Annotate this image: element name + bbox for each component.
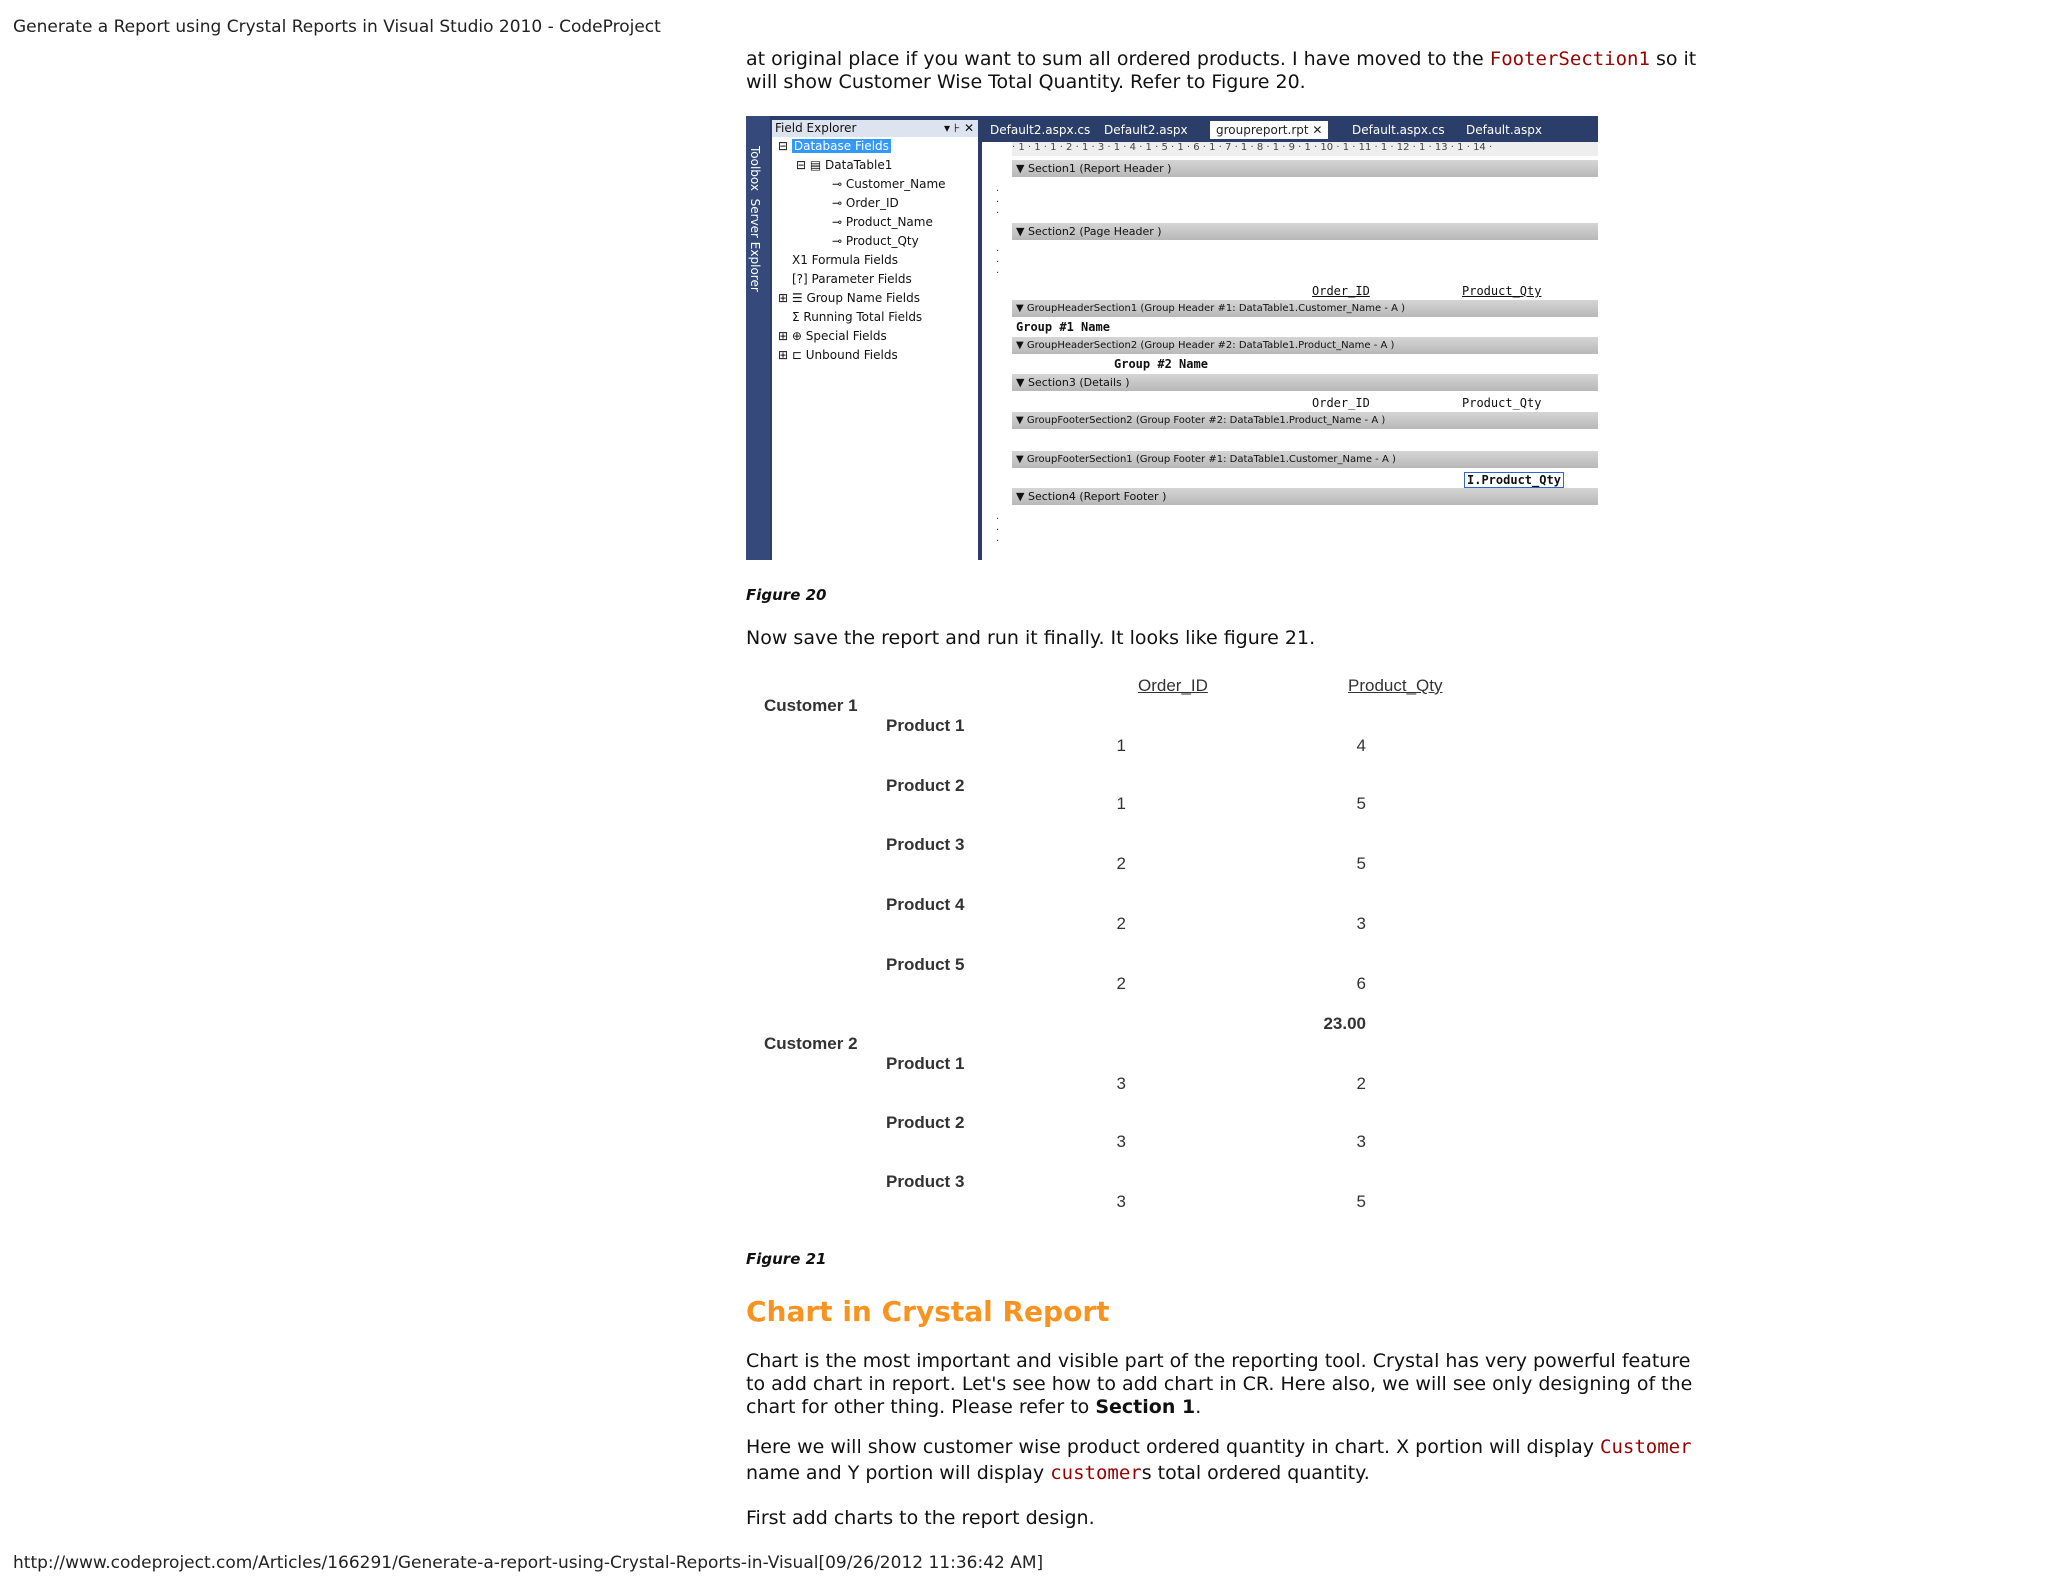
header-product-qty-field[interactable]: Product_Qty xyxy=(1462,284,1542,298)
product-qty-value: 5 xyxy=(1356,854,1366,873)
field-tree: ⊟ Database Fields ⊟ ▤ DataTable1 ⊸ Customer_Name ⊸ Order_ID ⊸ Product_Name ⊸ Product_Qty X1 Formula Fields [?] Parameter Fields ⊞ ☰ Group Name Fields Σ Running Total Fields ⊞ ⊕ Special Fields ⊞ ⊏ Unbound Fields xyxy=(778,139,946,362)
product-label: Product 1 xyxy=(886,716,965,735)
order-id-value: 1 xyxy=(1116,736,1126,755)
product-qty-value: 5 xyxy=(1356,794,1366,813)
band-report-footer[interactable]: ▼ Section4 (Report Footer ) xyxy=(1012,488,1598,505)
band-group-footer-1[interactable]: ▼ GroupFooterSection1 (Group Footer #1: DataTable1.Customer_Name - A ) xyxy=(1012,451,1598,468)
figure-21-caption: Figure 21 xyxy=(746,1250,827,1268)
order-id-value: 3 xyxy=(1116,1132,1126,1151)
code-footersection: FooterSection1 xyxy=(1489,48,1650,70)
field-node[interactable]: Product_Qty xyxy=(845,234,919,248)
band-page-header[interactable]: ▼ Section2 (Page Header ) xyxy=(1012,223,1598,240)
group-node[interactable]: Parameter Fields xyxy=(811,272,912,286)
group-node[interactable]: Group Name Fields xyxy=(806,291,920,305)
column-header-product-qty: Product_Qty xyxy=(1348,676,1443,695)
figure-20-caption: Figure 20 xyxy=(746,586,827,604)
product-qty-value: 6 xyxy=(1356,974,1366,993)
product-label: Product 5 xyxy=(886,955,965,974)
field-explorer-panel xyxy=(772,120,978,560)
sum-product-qty-field[interactable]: I.Product_Qty xyxy=(1464,472,1564,488)
band-group-header-2[interactable]: ▼ GroupHeaderSection2 (Group Header #2: DataTable1.Product_Name - A ) xyxy=(1012,337,1598,354)
datatable-node[interactable]: DataTable1 xyxy=(825,158,893,172)
product-qty-value: 3 xyxy=(1356,1132,1366,1151)
product-label: Product 2 xyxy=(886,776,965,795)
page-footer-url: http://www.codeproject.com/Articles/166291/Generate-a-report-using-Crystal-Reports-in-Visual[09/26/2012 11:36:42 AM] xyxy=(13,1553,1044,1573)
order-id-value: 3 xyxy=(1116,1074,1126,1093)
product-qty-value: 4 xyxy=(1356,736,1366,755)
server-explorer-tab[interactable]: Server Explorer xyxy=(748,198,762,292)
panel-controls[interactable]: ▾ ⊦ ✕ xyxy=(944,121,974,135)
group-node[interactable]: Special Fields xyxy=(805,329,887,343)
group-node[interactable]: Unbound Fields xyxy=(805,348,898,362)
order-id-value: 2 xyxy=(1116,914,1126,933)
product-label: Product 4 xyxy=(886,895,965,914)
tab-default2-cs[interactable]: Default2.aspx.cs xyxy=(990,123,1091,137)
paragraph-run-report: Now save the report and run it finally. It looks like figure 21. xyxy=(746,627,1316,649)
group-node[interactable]: Running Total Fields xyxy=(803,310,923,324)
product-qty-value: 2 xyxy=(1356,1074,1366,1093)
detail-product-qty-field[interactable]: Product_Qty xyxy=(1462,396,1542,410)
tab-default-aspx[interactable]: Default.aspx xyxy=(1466,123,1542,137)
intro-paragraph: at original place if you want to sum all ordered products. I have moved to the FooterSection1 so it will show Customer Wise Total Quantity. Refer to Figure 20. xyxy=(746,48,1697,93)
tab-groupreport[interactable]: groupreport.rpt ✕ xyxy=(1210,121,1328,139)
document-tabs xyxy=(982,120,1598,142)
side-tool-strip xyxy=(746,116,770,560)
paragraph-chart-intro: Chart is the most important and visible part of the reporting tool. Crystal has very powerful feature to add chart in report. Let's see how to add chart in CR. Here also, we will see only designing of the chart for other thing. Please refer to Section 1. xyxy=(746,1350,1693,1418)
customer-total-qty: 23.00 xyxy=(1323,1014,1366,1033)
paragraph-add-charts: First add charts to the report design. xyxy=(746,1507,1095,1529)
customer-group-label: Customer 2 xyxy=(764,1034,858,1053)
paragraph-chart-axes: Here we will show customer wise product ordered quantity in chart. X portion will display Customer name and Y portion will display customers total ordered quantity. xyxy=(746,1436,1692,1484)
section-1-ref: Section 1 xyxy=(1095,1396,1196,1418)
column-header-order-id: Order_ID xyxy=(1138,676,1208,695)
product-qty-value: 3 xyxy=(1356,914,1366,933)
product-label: Product 2 xyxy=(886,1113,965,1132)
product-label: Product 1 xyxy=(886,1054,965,1073)
tab-default-cs[interactable]: Default.aspx.cs xyxy=(1352,123,1445,137)
code-customer: Customer xyxy=(1600,1436,1692,1458)
field-node[interactable]: Customer_Name xyxy=(845,177,946,191)
order-id-value: 2 xyxy=(1116,854,1126,873)
band-group-header-1[interactable]: ▼ GroupHeaderSection1 (Group Header #1: DataTable1.Customer_Name - A ) xyxy=(1012,300,1598,317)
band-group-footer-2[interactable]: ▼ GroupFooterSection2 (Group Footer #2: DataTable1.Product_Name - A ) xyxy=(1012,412,1598,429)
group-node[interactable]: Formula Fields xyxy=(811,253,898,267)
tab-default2-aspx[interactable]: Default2.aspx xyxy=(1104,123,1188,137)
report-designer: · 1 · 1 · 1 · 2 · 1 · 3 · 1 · 4 · 1 · 5 · 1 · 6 · 1 · 7 · 1 · 8 · 1 · 9 · 1 · 10 · 1 · 11 · 1 · 12 · 1 · 13 · 1 · 14 · ▼ Section1 (Report Header ) · · · ▼ Section2 (Page Header ) · · · Order_ID Product_Qty ▼ GroupHeaderSection1 (Group Header #1: DataTable1.Customer_Name - A ) Group #1 Name ▼ GroupHeaderSection2 (Group Header #2: DataTable1.Product_Name - A ) Group #2 Name ▼ Section3 (Details ) Order_ID Product_Qty ▼ GroupFooterSection2 (Group Footer #2: DataTable1.Product_Name - A ) ▼ GroupFooterSection1 (Group Footer #1: DataTable1.Customer_Name - A ) I.Product_Qty ▼ Section4 (Report Footer ) · · · xyxy=(982,142,1598,560)
code-customer-lower: customer xyxy=(1050,1462,1142,1484)
field-explorer-title: Field Explorer xyxy=(775,121,857,135)
header-order-id-field[interactable]: Order_ID xyxy=(1312,284,1370,298)
ruler: · 1 · 1 · 1 · 2 · 1 · 3 · 1 · 4 · 1 · 5 · 1 · 6 · 1 · 7 · 1 · 8 · 1 · 9 · 1 · 10 · 1 · 11 · 1 · 12 · 1 · 13 · 1 · 14 · xyxy=(1012,142,1598,156)
figure-21-report-output xyxy=(746,660,1466,1230)
section-heading-chart: Chart in Crystal Report xyxy=(746,1295,1110,1328)
group2-name-field[interactable]: Group #2 Name xyxy=(1114,357,1208,371)
order-id-value: 2 xyxy=(1116,974,1126,993)
database-fields-node[interactable]: Database Fields xyxy=(793,139,889,153)
product-label: Product 3 xyxy=(886,1172,965,1191)
order-id-value: 1 xyxy=(1116,794,1126,813)
order-id-value: 3 xyxy=(1116,1192,1126,1211)
band-details[interactable]: ▼ Section3 (Details ) xyxy=(1012,374,1598,391)
group1-name-field[interactable]: Group #1 Name xyxy=(1016,320,1110,334)
band-report-header[interactable]: ▼ Section1 (Report Header ) xyxy=(1012,160,1598,177)
product-qty-value: 5 xyxy=(1356,1192,1366,1211)
page-header-title: Generate a Report using Crystal Reports in Visual Studio 2010 - CodeProject xyxy=(13,17,661,37)
field-node[interactable]: Product_Name xyxy=(845,215,933,229)
figure-20-screenshot xyxy=(746,116,1598,560)
product-label: Product 3 xyxy=(886,835,965,854)
detail-order-id-field[interactable]: Order_ID xyxy=(1312,396,1370,410)
toolbox-tab[interactable]: Toolbox xyxy=(748,146,762,191)
customer-group-label: Customer 1 xyxy=(764,696,858,715)
field-node[interactable]: Order_ID xyxy=(845,196,899,210)
